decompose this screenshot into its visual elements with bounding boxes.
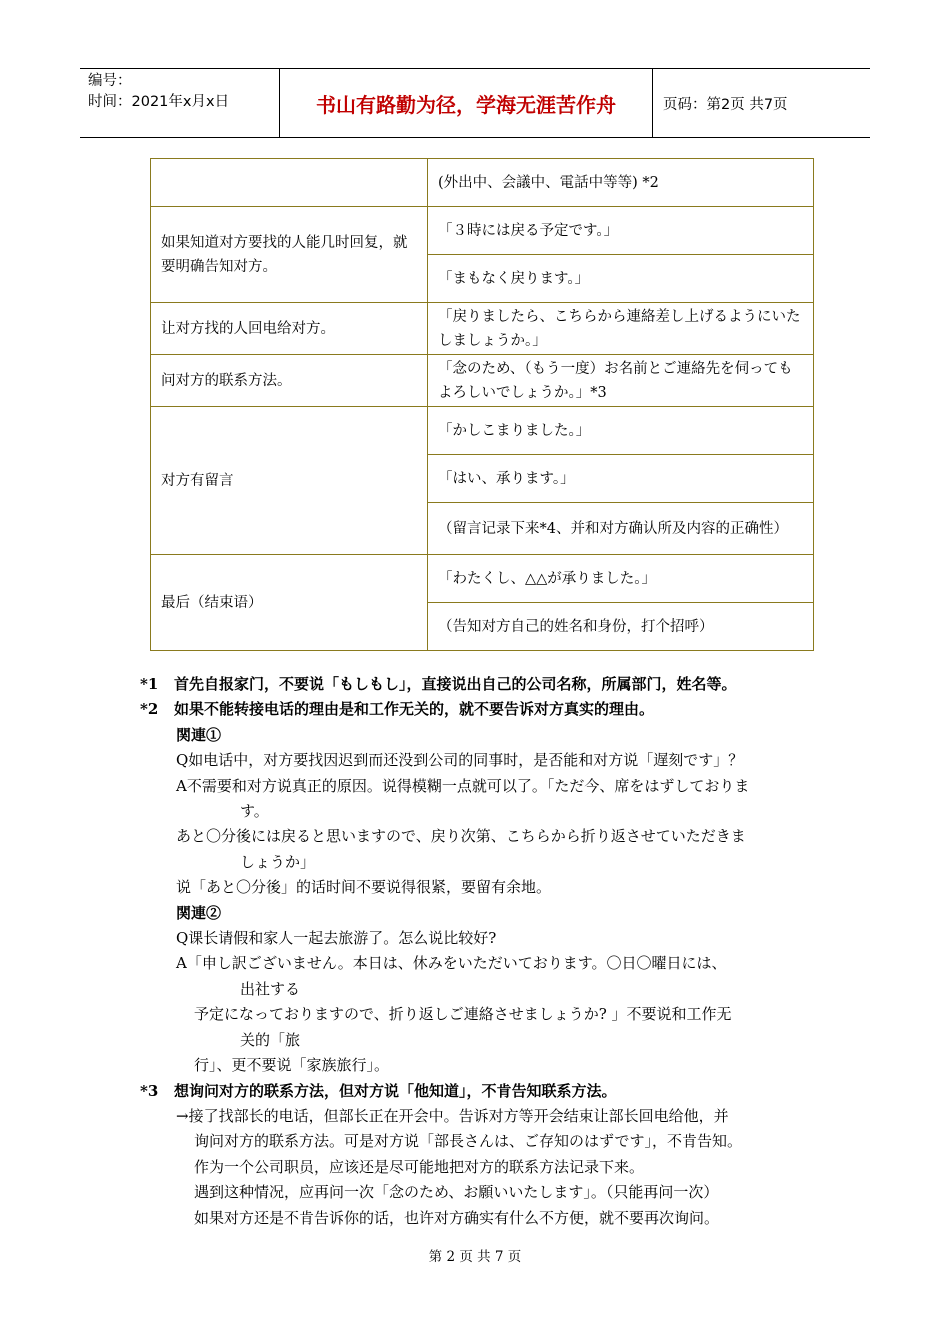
note-3-line: 询问对方的联系方法。可是对方说「部長さんは、ご存知のはずです」，不肯告知。 xyxy=(194,1132,742,1151)
date-label: 时间：2021年x月x日 xyxy=(88,94,230,110)
answer-1-line: す。 xyxy=(240,802,269,821)
motto: 书山有路勤为径，学海无涯苦作舟 xyxy=(280,69,653,137)
table-cell-left: 问对方的联系方法。 xyxy=(151,355,428,407)
note-3-line: →接了找部长的电话，但部长正在开会中。告诉对方等开会结束让部长回电给他，并 xyxy=(176,1106,729,1125)
answer-1-line: しょうか」 xyxy=(240,852,316,871)
table-cell-right: 「かしこまりました。」 xyxy=(428,407,814,455)
table-cell-right: （告知对方自己的姓名和身份，打个招呼） xyxy=(428,603,814,651)
header-meta xyxy=(80,69,280,137)
table-cell-left xyxy=(151,159,428,207)
number-label: 编号： xyxy=(88,73,132,89)
answer-1-line: あと〇分後には戻ると思いますので、戻り次第、こちらから折り返させていただきま xyxy=(176,827,746,846)
answer-2-line: 予定になっておりますので、折り返しご連絡させましょうか? 」不要说和工作无 xyxy=(194,1005,732,1024)
answer-1-line: A不需要和对方说真正的原因。说得模糊一点就可以了。「ただ今、席をはずしておりま xyxy=(176,776,750,795)
note-3-line: 遇到这种情况，应再问一次「念のため、お願いいたします」。（只能再问一次） xyxy=(194,1183,719,1202)
table-cell-left: 让对方找的人回电给对方。 xyxy=(151,303,428,355)
note-3-line: 作为一个公司职员，应该还是尽可能地把对方的联系方法记录下来。 xyxy=(194,1157,645,1176)
table-row xyxy=(151,555,814,603)
table-cell-left: 对方有留言 xyxy=(151,407,428,555)
table-row xyxy=(151,303,814,355)
notes-section xyxy=(140,672,840,1231)
table-row xyxy=(151,407,814,455)
note-mark: *2 xyxy=(140,700,159,719)
answer-2-line: 关的「旅 xyxy=(240,1030,301,1049)
table-cell-right: 「戻りましたら、こちらから連絡差し上げるようにいたしましょうか。」 xyxy=(428,303,814,355)
related-2-heading: 関連② xyxy=(176,903,222,922)
table-row xyxy=(151,159,814,207)
page-footer: 第 2 页 共 7 页 xyxy=(428,1249,522,1265)
note-text: 首先自报家门，不要说「もしもし」，直接说出自己的公司名称，所属部门，姓名等。 xyxy=(174,675,737,693)
table-cell-right: 「３時には戻る予定です。」 xyxy=(428,207,814,255)
table-cell-right: 「はい、承ります。」 xyxy=(428,455,814,503)
question-1: Q如电话中，对方要找因迟到而还没到公司的同事时，是否能和对方说「遅刻です」？ xyxy=(176,751,744,770)
note-2 xyxy=(140,697,840,722)
note-mark: *1 xyxy=(140,675,159,693)
table-cell-right: (外出中、会議中、電話中等等) *2 xyxy=(428,159,814,207)
note-text: 如果不能转接电话的理由是和工作无关的，就不要告诉对方真实的理由。 xyxy=(174,700,655,719)
phrase-table xyxy=(150,158,814,651)
answer-2-line: A「申し訳ございません。本日は、休みをいただいております。〇日〇曜日には、 xyxy=(176,954,727,973)
note-text: 想询问对方的联系方法，但对方说「他知道」，不肯告知联系方法。 xyxy=(174,1081,617,1100)
table-cell-right: 「まもなく戻ります。」 xyxy=(428,255,814,303)
note-3-line: 如果对方还是不肯告诉你的话，也许对方确实有什么不方便，就不要再次询问。 xyxy=(194,1208,720,1227)
answer-1-line: 说「あと〇分後」的话时间不要说得很紧，要留有余地。 xyxy=(176,878,552,897)
related-1-heading: 関連① xyxy=(176,725,222,744)
note-mark: *3 xyxy=(140,1081,159,1100)
page-header xyxy=(80,68,870,138)
table-cell-right: 「わたくし、△△が承りました。」 xyxy=(428,555,814,603)
answer-2-line: 行」、更不要说「家族旅行」。 xyxy=(194,1056,390,1075)
answer-2-line: 出社する xyxy=(240,979,301,998)
page-code: 页码：第2页 共7页 xyxy=(663,96,788,113)
question-2: Q课长请假和家人一起去旅游了。怎么说比较好? xyxy=(176,929,497,948)
note-1 xyxy=(140,672,840,697)
table-row xyxy=(151,355,814,407)
table-cell-right: 「念のため、（もう一度）お名前とご連絡先を伺ってもよろしいでしょうか。」*3 xyxy=(428,355,814,407)
table-cell-left: 最后（结束语） xyxy=(151,555,428,651)
note-3 xyxy=(140,1079,840,1104)
table-cell-right: （留言记录下来*4、并和对方确认所及内容的正确性） xyxy=(428,503,814,555)
table-cell-left: 如果知道对方要找的人能几时回复，就要明确告知对方。 xyxy=(151,207,428,303)
table-row xyxy=(151,207,814,255)
